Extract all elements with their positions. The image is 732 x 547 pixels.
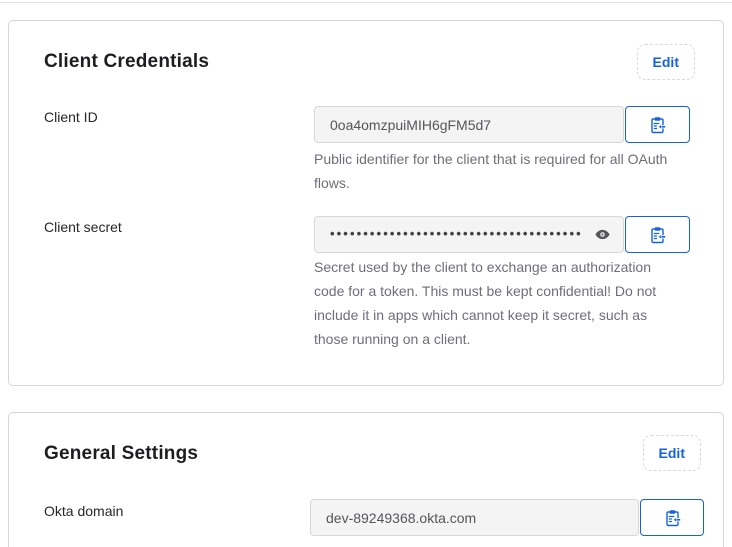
client-secret-help-line: include it in apps which cannot keep it secret, such as <box>314 307 648 323</box>
general-settings-title: General Settings <box>44 443 199 464</box>
client-credentials-title: Client Credentials <box>44 51 210 72</box>
client-secret-label: Client secret <box>44 219 122 235</box>
okta-domain-value: dev-89249368.okta.com <box>326 509 477 526</box>
client-secret-masked-value: •••••••••••••••••••••••••••••••••••••• <box>330 225 583 241</box>
reveal-secret-toggle[interactable] <box>594 226 611 243</box>
client-secret-help-text <box>314 255 656 351</box>
copy-to-clipboard-icon <box>664 509 681 527</box>
client-id-label: Client ID <box>44 109 98 125</box>
client-id-help-text <box>314 147 667 195</box>
client-secret-field[interactable] <box>314 216 624 253</box>
okta-domain-label: Okta domain <box>44 503 124 519</box>
client-secret-help-line: code for a token. This must be kept confidential! Do not <box>314 283 657 299</box>
general-settings-card <box>8 412 724 547</box>
top-divider <box>0 2 732 3</box>
client-secret-help-line: those running on a client. <box>314 331 471 347</box>
copy-okta-domain-button[interactable] <box>640 499 704 536</box>
client-id-help-line: flows. <box>314 175 350 191</box>
edit-client-credentials-button[interactable]: Edit <box>637 44 695 80</box>
client-id-value: 0oa4omzpuiMIH6gFM5d7 <box>330 116 492 133</box>
copy-client-secret-button[interactable] <box>625 216 690 253</box>
okta-domain-field[interactable] <box>310 499 639 536</box>
copy-to-clipboard-icon <box>649 116 666 134</box>
client-id-field[interactable] <box>314 106 624 143</box>
copy-to-clipboard-icon <box>649 226 666 244</box>
copy-client-id-button[interactable] <box>625 106 690 143</box>
eye-icon <box>594 226 611 243</box>
client-id-help-line: Public identifier for the client that is required for all OAuth <box>314 151 668 167</box>
client-credentials-card <box>8 20 724 386</box>
client-secret-help-line: Secret used by the client to exchange an authorization <box>314 259 651 275</box>
edit-general-settings-button[interactable]: Edit <box>643 435 701 471</box>
